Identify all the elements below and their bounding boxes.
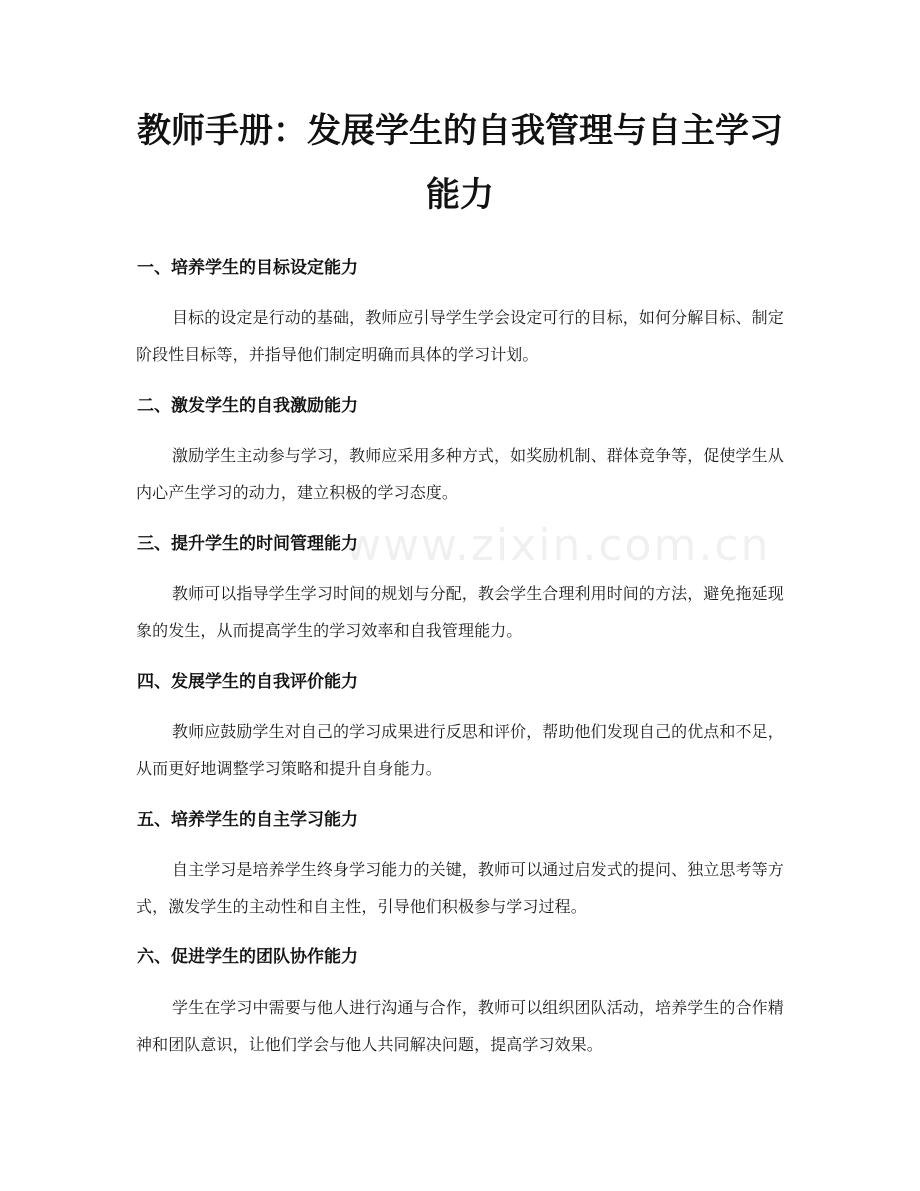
section-body-4: 教师应鼓励学生对自己的学习成果进行反思和评价，帮助他们发现自己的优点和不足，从而更好地调整学习策略和提升自身能力。 [136, 722, 784, 778]
section-heading-1: 一、培养学生的目标设定能力 [137, 258, 358, 278]
section-body-3: 教师可以指导学生学习时间的规划与分配，教会学生合理利用时间的方法，避免拖延现象的发生，从而提高学生的学习效率和自我管理能力。 [136, 584, 784, 640]
section-heading-3: 三、提升学生的时间管理能力 [137, 534, 358, 554]
section-heading-4: 四、发展学生的自我评价能力 [137, 672, 358, 692]
document-title-line-1: 教师手册：发展学生的自我管理与自主学习 [137, 111, 783, 151]
section-body-5: 自主学习是培养学生终身学习能力的关键，教师可以通过启发式的提问、独立思考等方式，激发学生的主动性和自主性，引导他们积极参与学习过程。 [136, 860, 784, 916]
section-heading-2: 二、激发学生的自我激励能力 [137, 396, 358, 416]
section-body-2: 激励学生主动参与学习，教师应采用多种方式，如奖励机制、群体竞争等，促使学生从内心产生学习的动力，建立积极的学习态度。 [136, 446, 784, 502]
section-heading-6: 六、促进学生的团队协作能力 [137, 947, 358, 967]
document-title-line-2: 能力 [426, 175, 494, 215]
section-body-1: 目标的设定是行动的基础，教师应引导学生学会设定可行的目标，如何分解目标、制定阶段性目标等，并指导他们制定明确而具体的学习计划。 [136, 308, 784, 364]
section-heading-5: 五、培养学生的自主学习能力 [137, 810, 358, 830]
section-body-6: 学生在学习中需要与他人进行沟通与合作，教师可以组织团队活动，培养学生的合作精神和团队意识，让他们学会与他人共同解决问题，提高学习效果。 [136, 998, 784, 1054]
watermark: www.zixin.com.cn [345, 520, 771, 571]
